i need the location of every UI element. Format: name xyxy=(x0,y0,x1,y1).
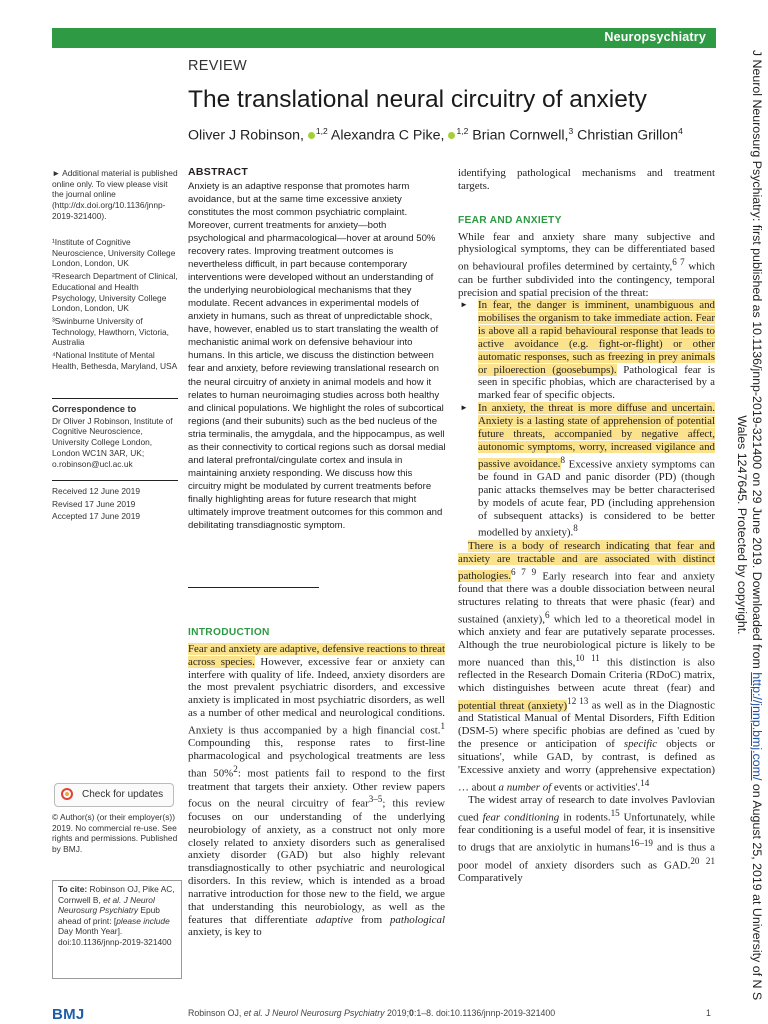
reference-link[interactable]: 3–5 xyxy=(368,794,383,805)
body-text: Pathological fear is seen in specific phobias, which are characterised by a marked fear of specific objects. xyxy=(478,363,715,402)
divider xyxy=(52,480,178,481)
body-text: events or activities'. xyxy=(551,781,641,794)
abstract-heading: ABSTRACT xyxy=(188,166,249,178)
reference-link[interactable]: 6 7 xyxy=(672,257,685,268)
abstract-divider xyxy=(188,587,319,588)
affiliation-ref: 4 xyxy=(678,126,683,136)
received-date: Received 12 June 2019 xyxy=(52,486,141,496)
page-number: 1 xyxy=(706,1008,711,1018)
italic-text: a number of xyxy=(498,781,552,794)
footer-doi: :1–8. doi:10.1136/jnnp-2019-321400 xyxy=(413,1008,556,1018)
check-updates-button[interactable] xyxy=(54,783,174,807)
reference-link[interactable]: 6 7 9 xyxy=(510,566,537,577)
bmj-logo[interactable]: BMJ xyxy=(52,1006,85,1023)
highlighted-text: In fear, the danger is imminent, unambiguous and mobilises the organism to take immediate action. Fear is above all a rapid behavioural response that leads to active avoidance (e.g. fight-or-flight) or other automatic responses, such as freezing in prey animals or piloerection (goosebumps). xyxy=(478,299,715,376)
affiliation-item: ³Swinburne University of Technology, Hawthorn, Victoria, Australia xyxy=(52,315,169,348)
author-name[interactable]: Brian Cornwell, xyxy=(472,127,569,144)
section-banner xyxy=(52,28,716,48)
body-text: from xyxy=(352,913,390,926)
body-text: Unfortunately, while fear conditioning is a useful model of fear, it is insensitive to drugs that are anxiolytic in humans xyxy=(458,811,716,854)
supplementary-text: ► Additional material is published online only. To view please visit the journal online (http://dx.doi.org/10.1136/jnnp-2019-321400). xyxy=(52,168,178,221)
body-text: and is thus a poor model of anxiety disorders such as GAD. xyxy=(458,841,715,872)
to-cite-placeholder: please include xyxy=(116,915,170,926)
author-name[interactable]: Christian Grillon xyxy=(577,127,679,144)
affiliation-ref: 1,2 xyxy=(315,126,328,136)
reference-link[interactable]: 16–19 xyxy=(630,838,653,849)
highlighted-text: In anxiety, the threat is more diffuse and uncertain. Anxiety is a lasting state of apprehension of potential future threats, accompanied by negative affect, autonomic symptoms, worry, increased vigilance and passive avoidance. xyxy=(478,402,715,471)
journal-link[interactable]: http://jnnp.bmj.com/ xyxy=(750,672,764,781)
to-cite-box xyxy=(52,880,182,979)
abstract xyxy=(188,166,446,532)
download-notice xyxy=(712,46,764,1004)
to-cite-doi[interactable]: Day Month Year]. doi:10.1136/jnnp-2019-321400 xyxy=(58,926,172,947)
body-text: as well as in the Diagnostic and Statistical Manual of Mental Disorders, Fifth Edition (DSM-5) where specific phobias are defined as 'cued by the presence or anticipation of xyxy=(458,699,715,751)
body-paragraph xyxy=(458,794,715,885)
reference-link[interactable]: 12 13 xyxy=(567,695,589,706)
crossmark-icon xyxy=(61,788,73,800)
article-title: The translational neural circuitry of anxiety xyxy=(188,86,647,113)
body-paragraph xyxy=(458,540,715,794)
right-column xyxy=(458,167,715,885)
section-label: Neuropsychiatry xyxy=(604,30,706,44)
continued-text: identifying pathological mechanisms and treatment targets. xyxy=(458,167,715,192)
author-list xyxy=(188,126,683,144)
notice-text: on August 25, 2019 at University of N S Wales 1247645. Protected by copyright. xyxy=(735,415,764,1001)
footer-citation xyxy=(188,1008,555,1018)
body-text: this distinction is also reflected in the Research Domain Criteria (RDoC) matrix, which distinguishes between acute threat (fear) and xyxy=(458,656,715,695)
introduction-heading: INTRODUCTION xyxy=(188,627,270,638)
italic-text: pathological xyxy=(389,913,445,926)
reference-link[interactable]: 1 xyxy=(440,720,445,731)
fear-anxiety-list xyxy=(458,299,715,539)
body-text: Excessive anxiety symptoms can be found in GAD and panic disorder (PD) (though panic attacks themselves may be better characterised by models of acute fear, PD (including apprehension of subsequent attacks) is considered to be better modelled by anxiety). xyxy=(478,458,715,539)
revised-date: Revised 17 June 2019 xyxy=(52,498,136,509)
reference-link[interactable]: 20 21 xyxy=(690,855,715,866)
correspondence-heading: Correspondence to xyxy=(52,404,137,414)
reference-link[interactable]: 8 xyxy=(560,454,566,465)
to-cite-label: To cite: xyxy=(58,884,88,894)
reference-link[interactable]: 8 xyxy=(573,523,578,534)
footer-journal: et al. J Neurol Neurosurg Psychiatry xyxy=(243,1008,385,1018)
notice-text: J Neurol Neurosurg Psychiatry: first published as 10.1136/jnnp-2019-321400 on 29 June 2019. Downloaded from xyxy=(750,49,764,673)
affiliations xyxy=(52,237,178,373)
affiliation-item: ¹Institute of Cognitive Neuroscience, University College London, London, UK xyxy=(52,237,176,269)
footer-volume: 0 xyxy=(409,1008,414,1018)
body-text: While fear and anxiety share many subjective and physiological symptoms, they can be differentiated based on behavioural profiles determined by certainty, xyxy=(458,230,715,273)
article-type: REVIEW xyxy=(188,58,247,74)
body-text: Early research into fear and anxiety found that there was a double dissociation between neural structures relating to threats that were phasic (fear) and sustained (anxiety), xyxy=(458,570,715,626)
to-cite-text: Robinson OJ, Pike AC, Cornwell B, xyxy=(58,884,175,905)
body-text: which can be further subdivided into the contingency, temporal precision and spatial precision of the threat: xyxy=(458,260,715,299)
fear-anxiety-heading: FEAR AND ANXIETY xyxy=(458,214,562,226)
body-text: which led to a theoretical model in which anxiety and fear are putatively separate processes. Although the true neurobiological picture is likely to be more nuanced than this, xyxy=(458,613,715,669)
highlighted-text: Fear and anxiety are adaptive, defensive reactions to threat across species. xyxy=(188,642,445,668)
orcid-icon[interactable] xyxy=(448,132,455,139)
body-text: However, excessive fear or anxiety can interfere with quality of life. Indeed, anxiety disorders are the most prevalent psychiatric disorders, and excessive anxiety is implicated in most psychiatric disorders, as well as a number of other medical and neurological conditions. Anxiety is thus accompanied by a high financial cost. xyxy=(188,655,445,737)
correspondence xyxy=(52,404,178,471)
reference-link[interactable]: 10 11 xyxy=(575,652,600,663)
highlighted-text: potential threat (anxiety) xyxy=(458,699,568,712)
affiliation-ref: 3 xyxy=(568,126,574,136)
body-text: : most patients fail to respond to the first treatment that targets their anxiety. Other review papers focus on the neural circuitry of fear xyxy=(188,767,445,810)
supplementary-note xyxy=(52,168,178,224)
author-name[interactable]: Alexandra C Pike, xyxy=(330,127,445,144)
body-text: Comparatively xyxy=(458,872,523,885)
introduction-paragraph xyxy=(188,643,445,939)
abstract-text: Anxiety is an adaptive response that promotes harm avoidance, but at the same time excessive anxiety constitutes the most common psychiatric complaint. Moreover, current treatments for anxiety—both psychological and pharmacological—hover at around 50% recovery rates. Improving treatment outcomes is nevertheless difficult, in part because contemporary interventions were developed without an understanding of the underlying neurobiological mechanisms that they modulate. Recent advances in experimental models of anxiety in humans, such as threat of unpredictable shock, have, however, enabled us to start translating the wealth of mechanistic animal work on defensive behaviour into humans. In this article, we discuss the distinction between fear and anxiety, before reviewing translational research on the neural circuitry of anxiety in animal models and how it relates to human neuroimaging studies across both healthy and clinical populations. We highlight the roles of subcortical regions (and their subunits) such as the bed nucleus of the stria terminalis, the amygdala, and the hippocampus, as well as their connectivity to cortical regions such as dorsal medial and lateral prefrontal/cingulate cortex and insula in maintaining anxiety responding. We discuss how this circuitry might be modulated by current treatments before finally highlighting areas for future research that might ultimately improve treatment outcomes for this common and debilitating transdiagnostic symptom. xyxy=(188,181,446,531)
reference-link[interactable]: 14 xyxy=(640,777,650,788)
italic-text: fear conditioning xyxy=(482,811,560,824)
orcid-icon[interactable] xyxy=(308,132,315,139)
correspondence-text[interactable]: Dr Oliver J Robinson, Institute of Cognitive Neuroscience, University College London, London WC1N 3AR, UK; o.robinson@ucl.ac.uk xyxy=(52,415,173,469)
reference-link[interactable]: 6 xyxy=(544,609,550,620)
body-text: in rodents. xyxy=(559,811,611,824)
reference-link[interactable]: 2 xyxy=(233,764,238,775)
to-cite-journal: et al. J Neurol Neurosurg Psychiatry xyxy=(58,894,155,915)
list-item xyxy=(458,299,715,402)
affiliation-item: ⁴National Institute of Mental Health, Bethesda, Maryland, USA xyxy=(52,350,178,371)
check-updates-label: Check for updates xyxy=(82,789,164,800)
body-text: ; this review focuses on our understanding of the underlying neurobiology of anxiety, as a construct not only more closely related to anxiety disorders such as generalised anxiety disorder (GAD) but also highly relevant transdiagnostically to other psychiatric and neurological disorders. In this review, which is intended as a broad narrative introduction for those new to the field, we argue that understanding this neurobiology, as well as the features that differentiate xyxy=(188,798,445,926)
footer-text: Robinson OJ, xyxy=(188,1008,244,1018)
body-text: anxiety, is key to xyxy=(188,926,262,939)
footer-text: 2019; xyxy=(384,1008,410,1018)
body-text: Compounding this, response rates to first-line pharmacological and psychological treatments are less than 50% xyxy=(188,737,445,780)
copyright-note xyxy=(52,812,178,857)
italic-text: specific xyxy=(623,738,658,751)
author-name[interactable]: Oliver J Robinson, xyxy=(188,127,304,144)
accepted-date: Accepted 17 June 2019 xyxy=(52,511,141,522)
body-text: objects or situations', while GAD, by contrast, is defined as 'Excessive anxiety and worry (apprehensive expectation) … about xyxy=(458,738,715,794)
copyright-text: © Author(s) (or their employer(s)) 2019. No commercial re-use. See rights and permissions. Published by BMJ. xyxy=(52,812,178,855)
introduction-section xyxy=(188,627,445,939)
divider xyxy=(52,398,178,399)
highlighted-text: There is a body of research indicating that fear and anxiety are tractable and are associated with distinct pathologies. xyxy=(458,539,715,583)
italic-text: adaptive xyxy=(315,913,353,926)
list-item xyxy=(458,402,715,540)
affiliation-item: ²Research Department of Clinical, Educational and Health Psychology, University College London, London, UK xyxy=(52,271,178,314)
history-dates xyxy=(52,486,178,524)
reference-link[interactable]: 15 xyxy=(610,807,620,818)
fear-anxiety-paragraph xyxy=(458,231,715,300)
to-cite-text: Epub ahead of print: [ xyxy=(58,905,160,926)
affiliation-ref: 1,2 xyxy=(456,126,469,136)
body-text: The widest array of research to date involves Pavlovian cued xyxy=(458,794,715,824)
